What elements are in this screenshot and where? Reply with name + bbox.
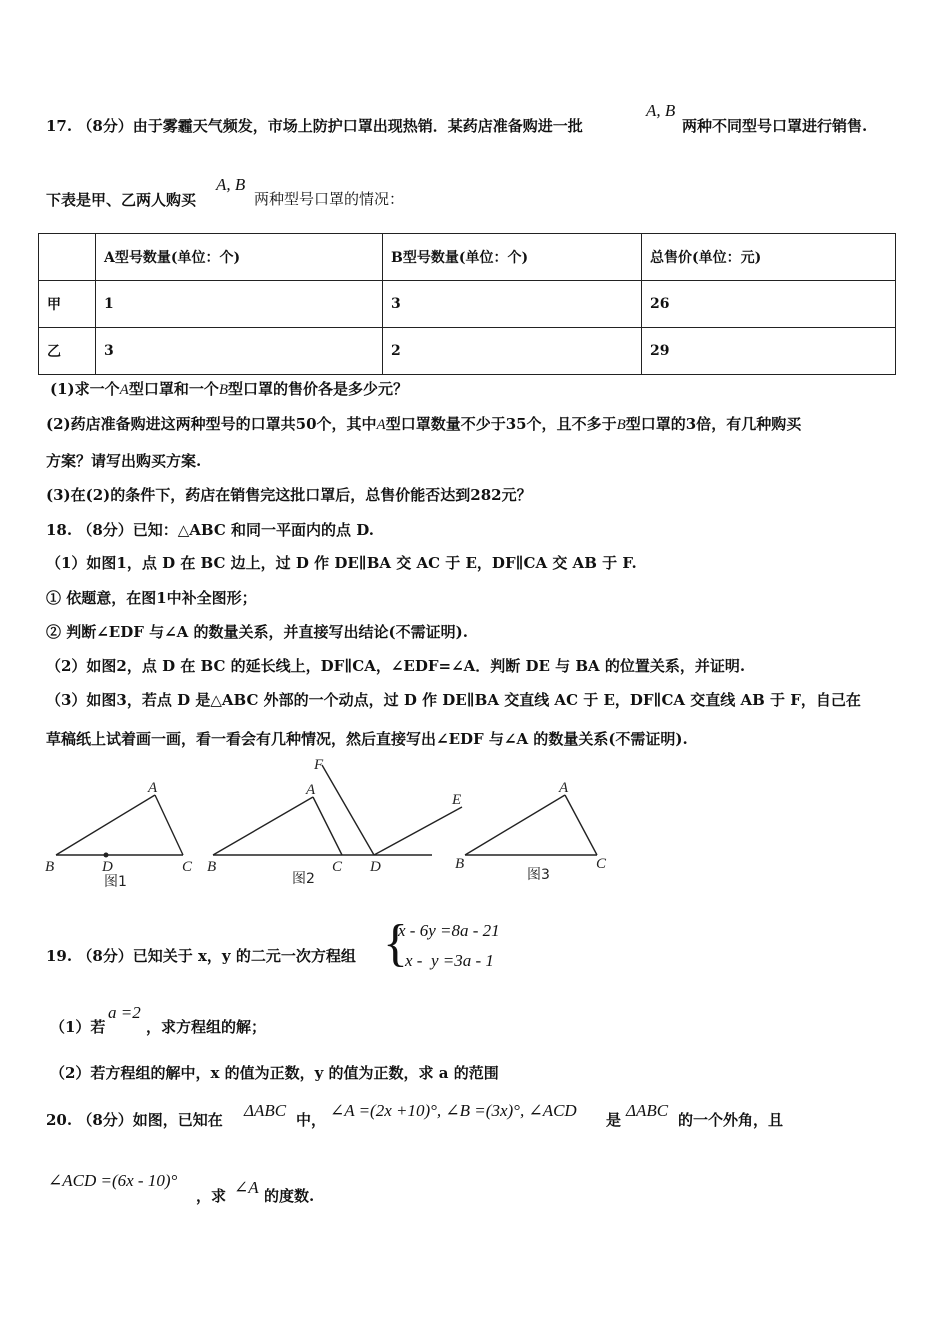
- fig1-side-ac: [155, 795, 183, 855]
- table-header-row: [39, 234, 896, 281]
- q17-part1-m2: B: [218, 382, 228, 398]
- q20-text-f: 的度数.: [264, 1187, 315, 1205]
- q19-part1-math: a =2: [108, 1003, 141, 1022]
- table-cell: 3: [96, 328, 383, 375]
- q20-math-5: ∠A: [234, 1178, 259, 1197]
- q17-line1: [46, 116, 583, 136]
- q17-part1-a: (1)求一个: [50, 380, 120, 398]
- fig2-label-b: B: [207, 859, 217, 875]
- q17-part1-m1: A: [119, 382, 129, 398]
- q17-part2-a: (2)药店准备购进这两种型号的口罩共50个，其中: [46, 415, 377, 433]
- q19-eq1: x - 6y =8a - 21: [398, 921, 500, 940]
- q17-part2: [46, 414, 801, 435]
- fig3-side-ba: [465, 795, 565, 855]
- q19-eq2: x - y =3a - 1: [405, 951, 494, 970]
- q19-brace: {: [383, 915, 408, 972]
- q20-text-c: 是: [606, 1111, 622, 1129]
- q17-part1-b: 型口罩和一个: [128, 380, 219, 398]
- q19-part2: （2）若方程组的解中，x 的值为正数，y 的值为正数，求 a 的范围: [50, 1064, 499, 1082]
- fig1-label-d: D: [102, 859, 113, 875]
- fig2-label-f: F: [314, 757, 324, 773]
- q17-part2-b: 型口罩数量不少于35个，且不多于: [385, 415, 617, 433]
- q20-math-4: ∠ACD =(6x - 10)°: [48, 1171, 178, 1190]
- q19-stem: 19. （8分）已知关于 x，y 的二元一次方程组: [46, 947, 356, 965]
- q17-line2-text-a: 下表是甲、乙两人购买: [46, 191, 197, 209]
- fig2-caption: 图2: [292, 871, 315, 887]
- fig3-side-ac: [565, 795, 597, 855]
- fig2-label-d: D: [370, 859, 381, 875]
- table-cell: 2: [383, 328, 642, 375]
- table-row: [39, 281, 896, 328]
- q18-part1: （1）如图1，点 D 在 BC 边上，过 D 作 DE∥BA 交 AC 于 E，DF∥CA 交 AB 于 F.: [46, 554, 637, 572]
- purchase-table: [38, 233, 896, 375]
- q20-math-1: ΔABC: [244, 1101, 287, 1120]
- table-row: [39, 328, 896, 375]
- q19-part1-b: ，求方程组的解；: [146, 1018, 267, 1036]
- fig1-caption: 图1: [104, 874, 127, 890]
- fig1-label-b: B: [45, 859, 55, 875]
- table-header-cell: B型号数量(单位：个): [383, 234, 642, 281]
- table-cell: 甲: [39, 281, 96, 328]
- q17-part1: [50, 379, 408, 400]
- q18-item2: ② 判断∠EDF 与∠A 的数量关系，并直接写出结论(不需证明).: [46, 623, 468, 641]
- q19-part1-a: （1）若: [50, 1018, 106, 1036]
- fig2-line-de: [374, 807, 462, 855]
- q17-part1-c: 型口罩的售价各是多少元？: [228, 380, 409, 398]
- fig3-caption: 图3: [527, 867, 550, 883]
- q20-text-b: 中，: [296, 1111, 327, 1129]
- q17-part3: (3)在(2)的条件下，药店在销售完这批口罩后，总售价能否达到282元？: [46, 486, 532, 504]
- fig2-side-ba: [213, 797, 313, 855]
- q20-text-a: 20. （8分）如图，已知在: [46, 1111, 223, 1129]
- q18-part3: （3）如图3，若点 D 是△ABC 外部的一个动点，过 D 作 DE∥BA 交直线 AC 于 E，DF∥CA 交直线 AB 于 F，自己在: [46, 691, 861, 709]
- table-header-cell: 总售价(单位：元): [642, 234, 896, 281]
- table-header-cell: [39, 234, 96, 281]
- fig2-line-df: [322, 765, 374, 855]
- q17-line1-math: A, B: [646, 101, 676, 120]
- q17-line1-text-a: 17. （8分）由于雾霾天气频发，市场上防护口罩出现热销．某药店准备购进一批: [46, 117, 583, 135]
- fig1-point-d: [104, 853, 109, 858]
- fig1-side-ba: [56, 795, 155, 855]
- q18-figures: [0, 750, 950, 895]
- q20-math-3: ΔABC: [626, 1101, 669, 1120]
- q17-line2-text-b: 两种型号口罩的情况：: [254, 192, 405, 208]
- q18-title: 18. （8分）已知：△ABC 和同一平面内的点 D.: [46, 521, 374, 539]
- q17-part2-m2: B: [616, 417, 626, 433]
- q20-text-e: ，求: [196, 1187, 227, 1205]
- fig2-side-ac: [313, 797, 342, 855]
- fig2-label-e: E: [452, 792, 462, 808]
- table-header-cell: A型号数量(单位：个): [96, 234, 383, 281]
- fig2-label-c: C: [332, 859, 343, 875]
- q17-part2-c: 型口罩的3倍，有几种购买: [625, 415, 802, 433]
- fig3-label-c: C: [596, 856, 607, 872]
- fig2-label-a: A: [306, 782, 316, 798]
- table-cell: 3: [383, 281, 642, 328]
- fig3-label-a: A: [559, 780, 569, 796]
- q17-line1-text-b: 两种不同型号口罩进行销售.: [682, 117, 868, 135]
- q17-part2-cont: 方案？请写出购买方案.: [46, 452, 202, 470]
- table-cell: 26: [642, 281, 896, 328]
- q18-part3-cont: 草稿纸上试着画一画，看一看会有几种情况，然后直接写出∠EDF 与∠A 的数量关系(不需证明).: [46, 730, 688, 748]
- fig3-label-b: B: [455, 856, 465, 872]
- q20-math-2: ∠A =(2x +10)°, ∠B =(3x)°, ∠ACD: [330, 1101, 577, 1120]
- fig1-label-c: C: [182, 859, 193, 875]
- q17-line2-math: A, B: [216, 175, 246, 194]
- table-cell: 29: [642, 328, 896, 375]
- q18-item1: ① 依题意，在图1中补全图形；: [46, 589, 257, 607]
- table-cell: 乙: [39, 328, 96, 375]
- q20-text-d: 的一个外角，且: [678, 1111, 784, 1129]
- fig1-label-a: A: [148, 780, 158, 796]
- table-cell: 1: [96, 281, 383, 328]
- q17-part2-m1: A: [376, 417, 386, 433]
- q18-part2: （2）如图2，点 D 在 BC 的延长线上，DF∥CA，∠EDF=∠A．判断 DE 与 BA 的位置关系，并证明.: [46, 657, 746, 675]
